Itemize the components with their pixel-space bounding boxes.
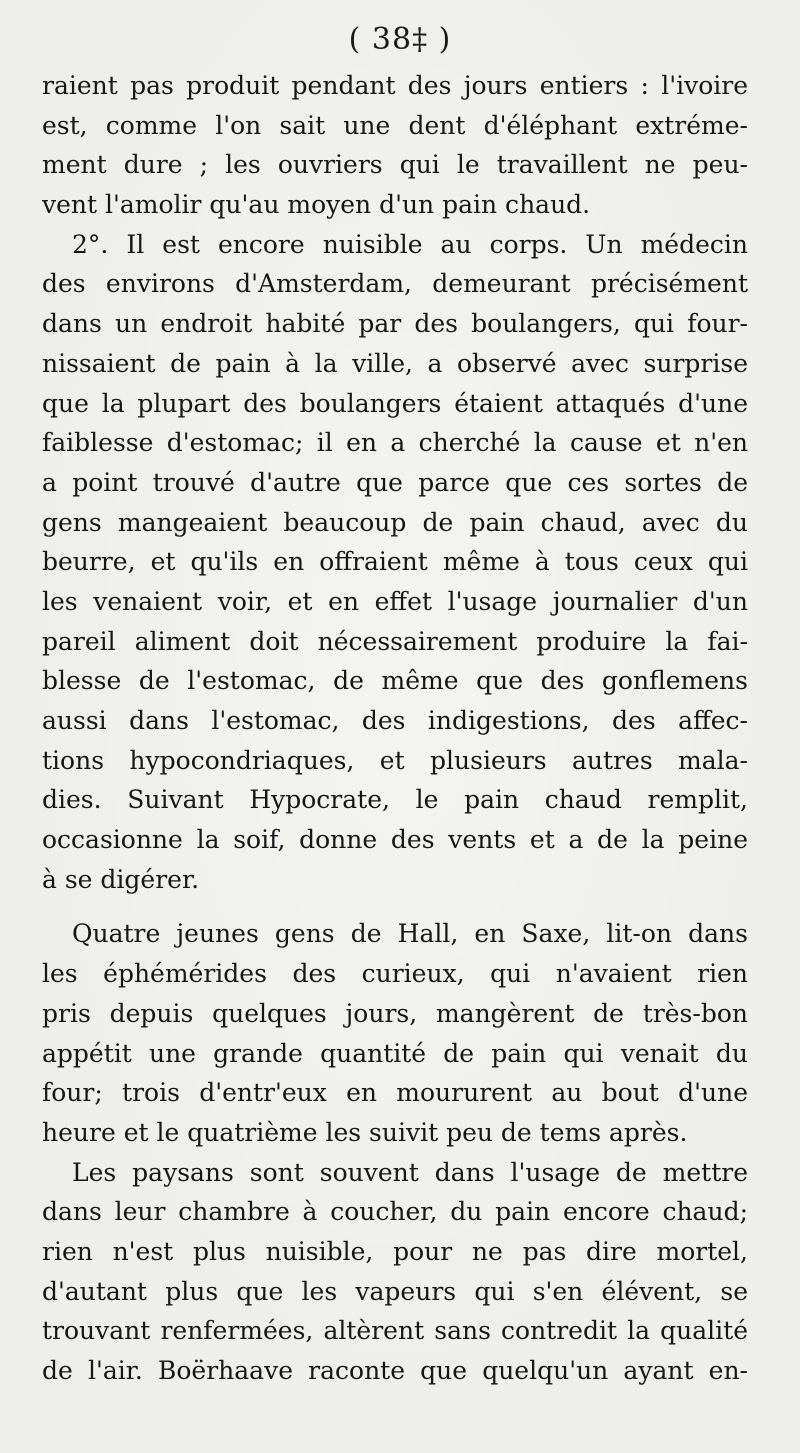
text-line: les éphémérides des curieux, qui n'avaient rien xyxy=(42,959,748,989)
text-line: à se digérer. xyxy=(42,864,200,894)
page-number: ( 38‡ ) xyxy=(348,22,452,57)
text-line: de l'air. Boërhaave raconte que quelqu'un ayant en- xyxy=(42,1356,748,1385)
text-line: occasionne la soif, donne des vents et a de la peine xyxy=(42,825,748,855)
paragraph-gap xyxy=(42,899,748,914)
text-line: dies. Suivant Hypocrate, le pain chaud remplit, xyxy=(42,785,748,815)
body-text xyxy=(42,66,748,1391)
text-line: des environs d'Amsterdam, demeurant précisément xyxy=(42,269,748,299)
text-line: heure et le quatrième les suivit peu de tems après. xyxy=(42,1117,688,1147)
text-line: trouvant renfermées, altèrent sans contredit la qualité xyxy=(42,1316,748,1346)
text-line: Quatre jeunes gens de Hall, en Saxe, lit-on dans xyxy=(72,919,748,949)
paragraph-3 xyxy=(42,914,748,1152)
text-line: est, comme l'on sait une dent d'éléphant extréme- xyxy=(42,110,748,140)
text-line: aussi dans l'estomac, des indigestions, des affec- xyxy=(42,706,748,735)
text-line: dans leur chambre à coucher, du pain encore chaud; xyxy=(42,1197,748,1227)
text-line: a point trouvé d'autre que parce que ces sortes de xyxy=(42,467,748,497)
text-line: appétit une grande quantité de pain qui venait du xyxy=(42,1038,748,1068)
text-line: dans un endroit habité par des boulangers, qui four- xyxy=(42,309,748,339)
text-line: pareil aliment doit nécessairement produire la fai- xyxy=(42,626,748,656)
text-line: les venaient voir, et en effet l'usage journalier d'un xyxy=(42,586,748,616)
paragraph-2 xyxy=(42,225,748,900)
text-line: blesse de l'estomac, de même que des gonflemens xyxy=(42,666,748,696)
text-line: nissaient de pain à la ville, a observé avec surprise xyxy=(42,348,748,378)
text-line: rien n'est plus nuisible, pour ne pas dire mortel, xyxy=(42,1236,748,1266)
text-line: d'autant plus que les vapeurs qui s'en élévent, se xyxy=(42,1276,748,1306)
text-line: pris depuis quelques jours, mangèrent de très-bon xyxy=(42,998,748,1028)
text-line: faiblesse d'estomac; il en a cherché la cause et n'en xyxy=(42,428,748,458)
text-line: tions hypocondriaques, et plusieurs autres mala- xyxy=(42,745,748,775)
text-line: gens mangeaient beaucoup de pain chaud, avec du xyxy=(42,507,748,537)
text-line: ment dure ; les ouvriers qui le travaillent ne peu- xyxy=(42,150,748,180)
text-line: beurre, et qu'ils en offraient même à tous ceux qui xyxy=(42,547,748,577)
text-line: vent l'amolir qu'au moyen d'un pain chaud. xyxy=(42,190,591,220)
paragraph-1 xyxy=(42,66,748,225)
text-line: que la plupart des boulangers étaient attaqués d'une xyxy=(42,388,748,418)
text-line: four; trois d'entr'eux en moururent au bout d'une xyxy=(42,1078,748,1108)
text-line: raient pas produit pendant des jours entiers : l'ivoire xyxy=(42,71,748,100)
text-line: 2°. Il est encore nuisible au corps. Un médecin xyxy=(72,229,748,259)
paragraph-4 xyxy=(42,1153,748,1391)
text-line: Les paysans sont souvent dans l'usage de mettre xyxy=(72,1157,748,1187)
